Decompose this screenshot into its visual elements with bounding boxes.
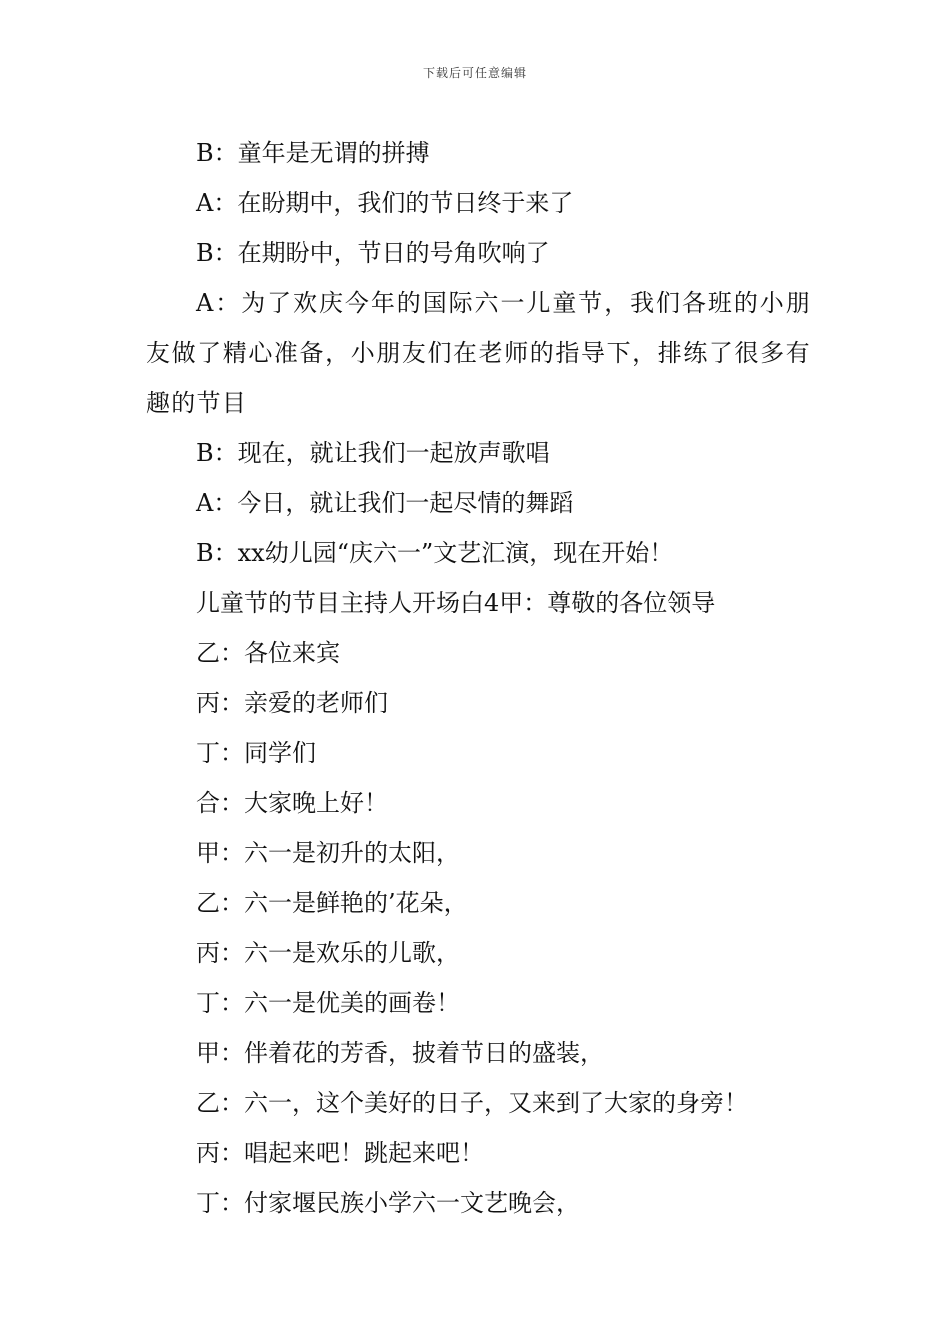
page-header: 下载后可任意编辑: [422, 66, 527, 80]
text-line: 丙：唱起来吧！跳起来吧！: [196, 1139, 484, 1167]
text-line: 丁：同学们: [196, 739, 316, 767]
text-line: 合：大家晚上好！: [196, 789, 388, 817]
text-line: 儿童节的节目主持人开场白4甲：尊敬的各位领导: [196, 589, 716, 617]
text-line: B：在期盼中，节日的号角吹响了: [196, 239, 550, 267]
document-body: [146, 128, 811, 1228]
text-line: B：童年是无谓的拼搏: [196, 139, 430, 167]
text-line: 乙：六一是鲜艳的’花朵，: [196, 889, 468, 917]
text-line: 甲：六一是初升的太阳，: [196, 839, 460, 867]
text-line: 丙：亲爱的老师们: [196, 689, 388, 717]
text-line: B：现在，就让我们一起放声歌唱: [196, 439, 550, 467]
text-line: 甲：伴着花的芳香，披着节日的盛装，: [196, 1039, 604, 1067]
text-line: 丁：六一是优美的画卷！: [196, 989, 460, 1017]
text-line: A：在盼期中，我们的节日终于来了: [196, 189, 574, 217]
text-line: 乙：各位来宾: [196, 639, 340, 667]
text-line: A：今日，就让我们一起尽情的舞蹈: [196, 489, 574, 517]
text-line: 丙：六一是欢乐的儿歌，: [196, 939, 460, 967]
text-line: B：xx幼儿园“庆六一”文艺汇演，现在开始！: [196, 539, 674, 567]
text-line: 乙：六一，这个美好的日子，又来到了大家的身旁！: [196, 1089, 748, 1117]
text-paragraph: A：为了欢庆今年的国际六一儿童节，我们各班的小朋友做了精心准备，小朋友们在老师的指导下，排练了很多有趣的节目: [146, 289, 811, 417]
text-line: 丁：付家堰民族小学六一文艺晚会，: [196, 1189, 580, 1217]
